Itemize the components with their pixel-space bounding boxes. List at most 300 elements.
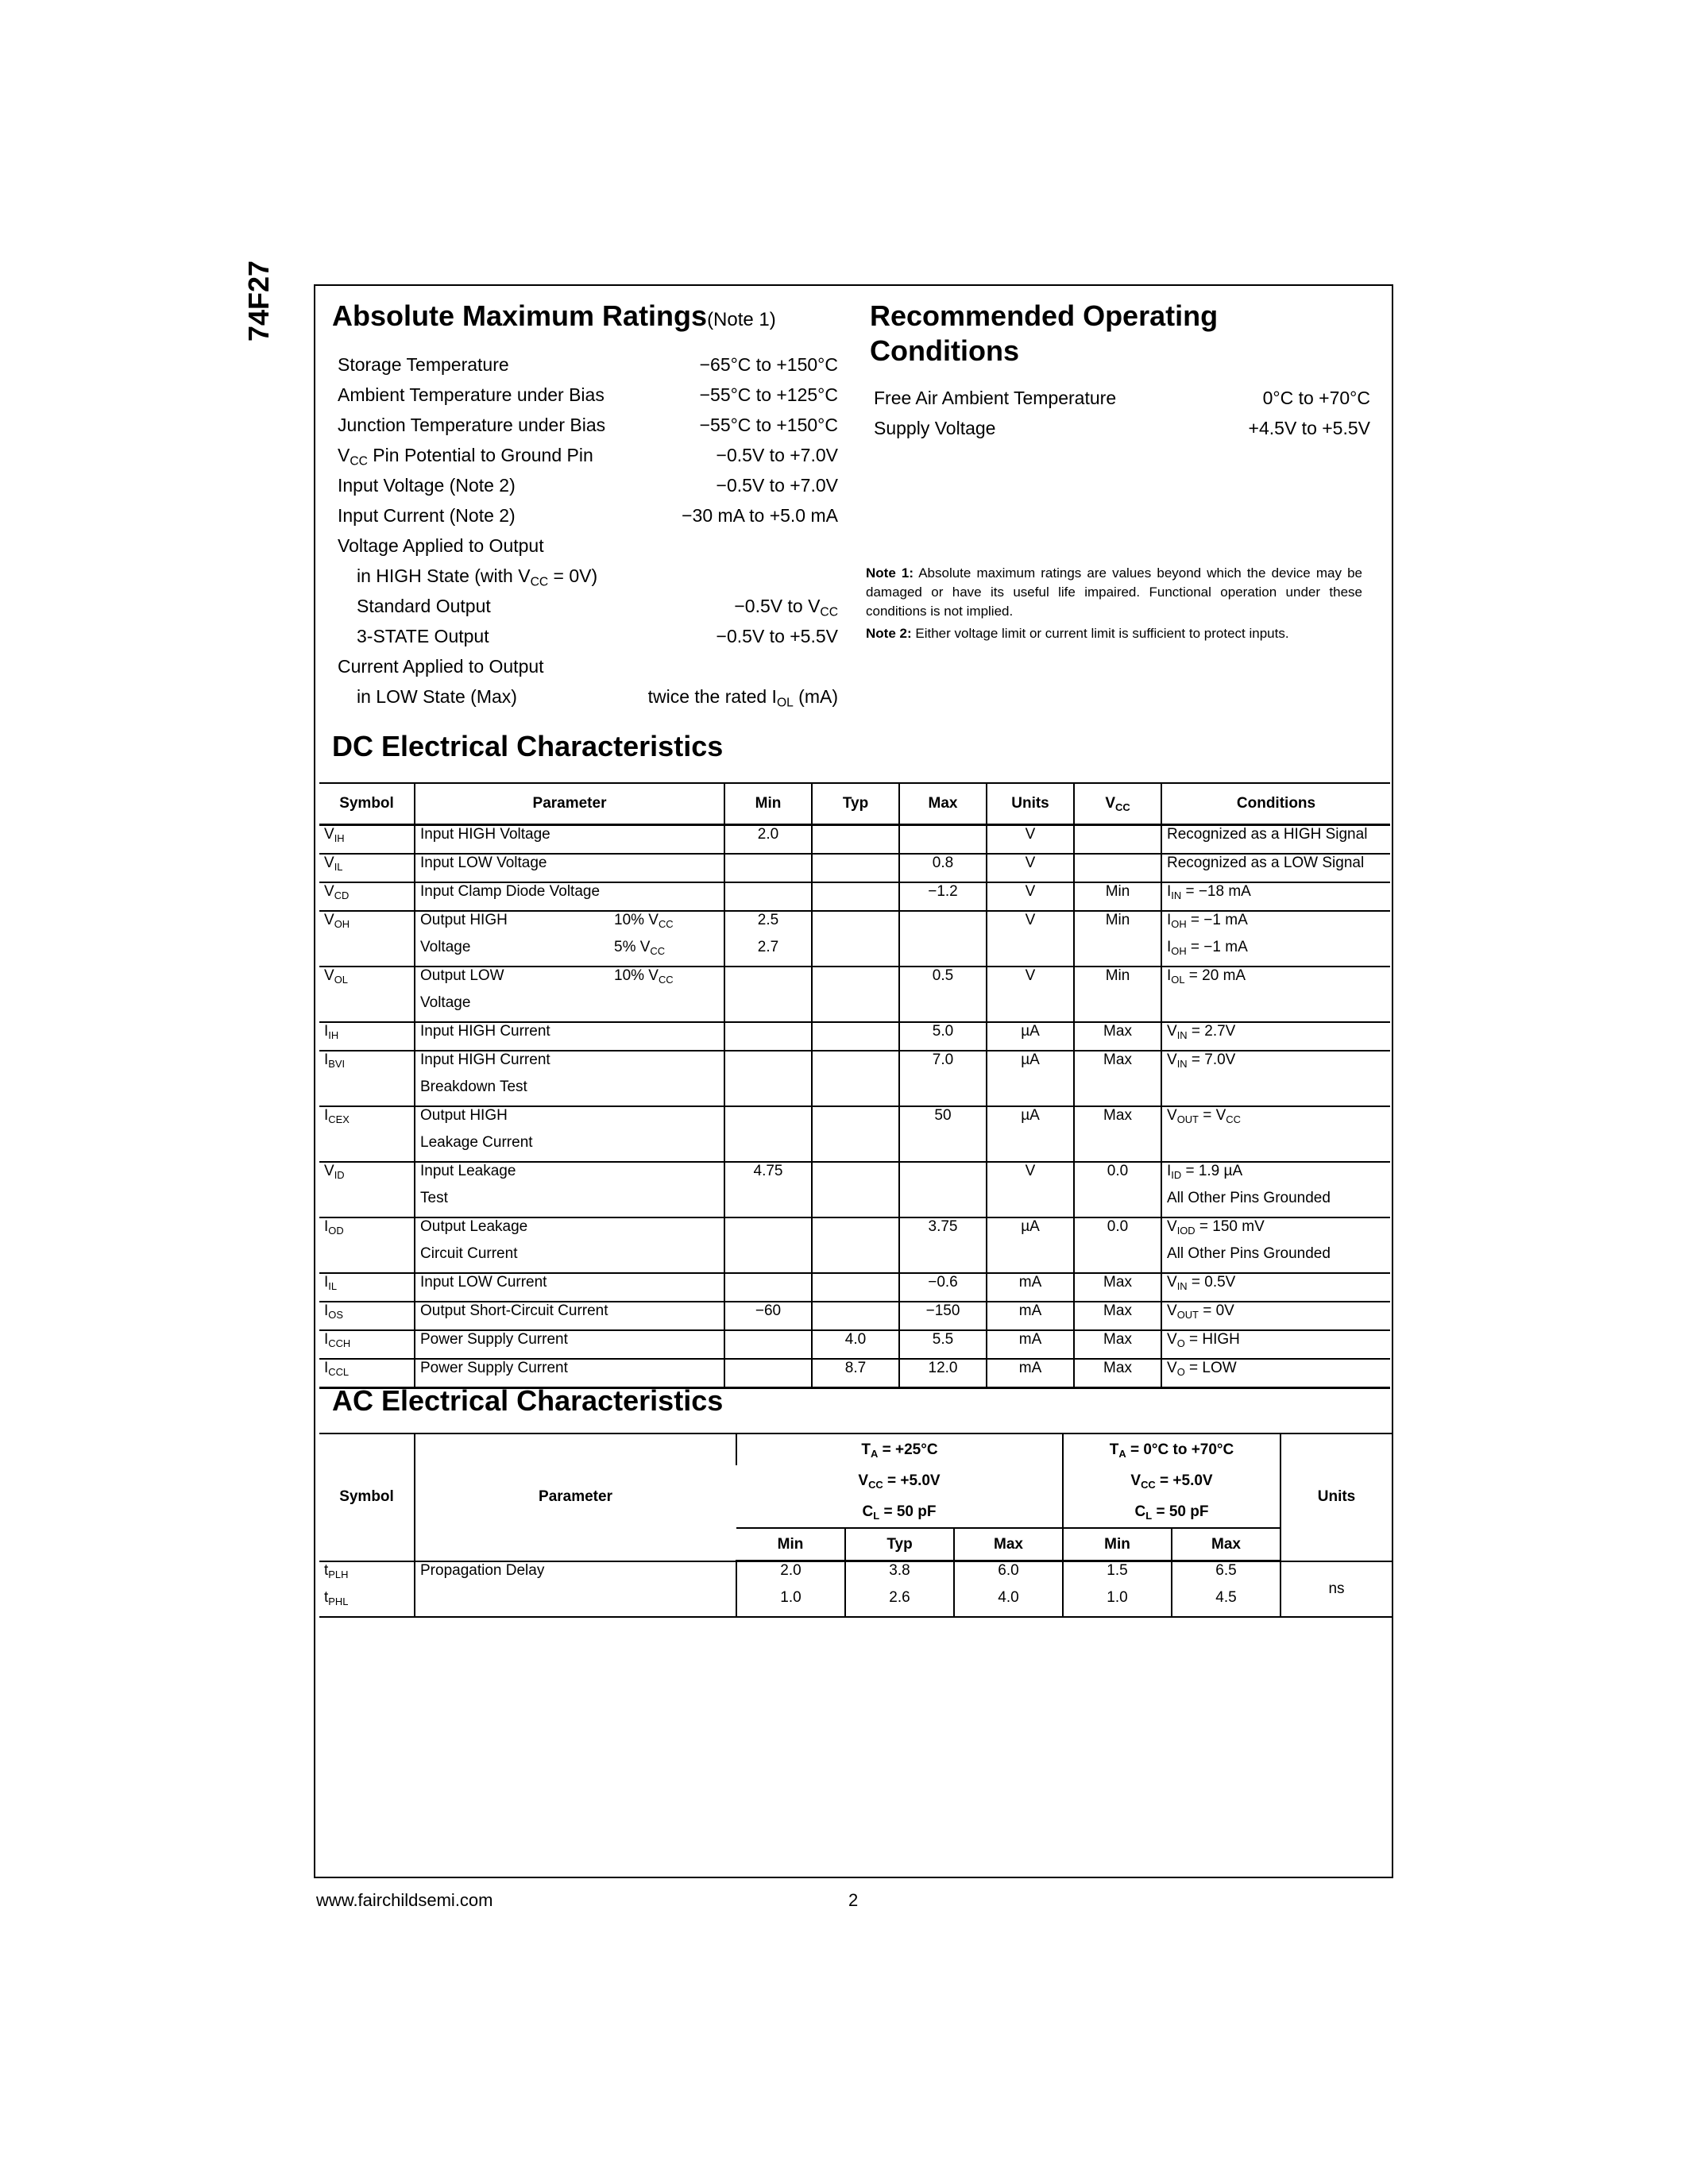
dc-u (987, 939, 1074, 967)
dc-conditions (1161, 1162, 1390, 1190)
ac-group1-vcc (736, 1465, 1063, 1496)
dc-table-row (319, 967, 1390, 994)
dc-parameter-condition-text: 10% V (614, 967, 659, 984)
dc-max: −150 (899, 1302, 987, 1330)
dc-u (987, 1134, 1074, 1162)
dc-parameter-condition-sub: CC (650, 944, 666, 957)
dc-parameter-text: Input LOW Current (420, 1274, 547, 1291)
ac-hdr-text: C (862, 1503, 874, 1520)
dc-parameter (415, 1217, 724, 1245)
dc-header-row (319, 783, 1390, 825)
ac-symbol-sub: PLH (328, 1568, 349, 1580)
dc-vcc: Max (1074, 1051, 1161, 1078)
dc-parameter (415, 994, 724, 1022)
dc-min (724, 1134, 812, 1162)
dc-u: mA (987, 1330, 1074, 1359)
dc-conditions-sub: O (1176, 1365, 1185, 1378)
dc-parameter-text: Output Leakage (420, 1218, 528, 1235)
dc-symbol (319, 825, 415, 855)
rating-label: in LOW State (Max) (357, 685, 517, 707)
dc-symbol-text: V (324, 912, 334, 928)
rating-row (338, 561, 838, 591)
dc-min (724, 1106, 812, 1134)
dc-parameter (415, 939, 724, 967)
dc-vcc: 0.0 (1074, 1162, 1161, 1190)
dc-conditions-text: = V (1198, 1107, 1226, 1124)
footer-page-number: 2 (848, 1890, 859, 1910)
dc-parameter-condition (614, 912, 674, 929)
dc-conditions-text: I (1167, 967, 1172, 984)
ac-col-max: Max (954, 1528, 1063, 1561)
dc-parameter-condition-text: 5% V (614, 939, 651, 955)
dc-min: 2.7 (724, 939, 812, 967)
ac-hdr-text: C (1134, 1503, 1146, 1520)
dc-vcc: Max (1074, 1106, 1161, 1134)
dc-parameter-condition-sub: CC (658, 917, 674, 930)
ac-hdr-sub: CC (1141, 1478, 1156, 1491)
dc-conditions (1161, 1078, 1390, 1106)
ac-hdr-text: V (1130, 1472, 1141, 1489)
ac-value: 2.6 (845, 1589, 954, 1617)
rating-label: Input Current (Note 2) (338, 504, 516, 526)
dc-conditions: Recognized as a HIGH Signal (1161, 825, 1390, 855)
dc-symbol-sub: ID (334, 1168, 345, 1181)
dc-parameter (415, 1162, 724, 1190)
ac-symbol (319, 1561, 415, 1590)
ac-col-max: Max (1172, 1528, 1280, 1561)
dc-symbol (319, 967, 415, 994)
rating-label: 3-STATE Output (357, 625, 489, 646)
rating-value: −55°C to +125°C (699, 384, 838, 405)
dc-typ (812, 911, 899, 939)
dc-vcc (1074, 1078, 1161, 1106)
dc-symbol-sub: OS (328, 1308, 343, 1321)
rating-label: Current Applied to Output (338, 655, 544, 677)
ac-group1-ta (736, 1433, 1063, 1465)
dc-symbol (319, 1190, 415, 1217)
dc-max (899, 1078, 987, 1106)
dc-table-row (319, 1273, 1390, 1302)
dc-parameter-text: Voltage (420, 939, 471, 955)
dc-symbol (319, 1273, 415, 1302)
dc-conditions (1161, 1022, 1390, 1051)
rating-label: Storage Temperature (338, 353, 509, 375)
dc-conditions-sub: OH (1171, 944, 1187, 957)
dc-typ (812, 1022, 899, 1051)
dc-conditions (1161, 1134, 1390, 1162)
rating-value-sub: CC (820, 605, 838, 619)
note-2 (866, 624, 1362, 643)
dc-vcc: Max (1074, 1359, 1161, 1388)
dc-table-row (319, 882, 1390, 911)
dc-parameter (415, 1106, 724, 1134)
dc-parameter (415, 1302, 724, 1330)
dc-typ (812, 1162, 899, 1190)
dc-parameter-text: Leakage Current (420, 1134, 533, 1151)
dc-symbol-sub: CCH (328, 1337, 351, 1349)
dc-conditions (1161, 1302, 1390, 1330)
dc-typ (812, 967, 899, 994)
dc-typ (812, 1273, 899, 1302)
dc-u: mA (987, 1273, 1074, 1302)
dc-parameter-text: Input HIGH Current (420, 1023, 550, 1040)
dc-conditions-text: = LOW (1184, 1360, 1237, 1376)
ac-value: 1.0 (1063, 1589, 1172, 1617)
dc-parameter-condition-sub: CC (658, 973, 674, 986)
dc-vcc: Min (1074, 882, 1161, 911)
dc-conditions-text: I (1167, 883, 1172, 900)
ac-hdr-text: = +5.0V (1155, 1472, 1213, 1489)
dc-table-row (319, 1106, 1390, 1134)
dc-vcc (1074, 939, 1161, 967)
dc-symbol (319, 1051, 415, 1078)
ac-parameter (415, 1589, 736, 1617)
ac-hdr-text: = 50 pF (879, 1503, 937, 1520)
dc-conditions-sub: IOD (1176, 1224, 1196, 1237)
dc-conditions (1161, 1359, 1390, 1388)
dc-parameter-text: Power Supply Current (420, 1331, 568, 1348)
dc-conditions-sub: O (1176, 1337, 1185, 1349)
rating-row (338, 410, 838, 440)
dc-conditions (1161, 994, 1390, 1022)
dc-conditions-text: I (1167, 912, 1172, 928)
side-part-number: 74F27 (242, 260, 275, 341)
dc-parameter-text: Output HIGH (420, 1107, 508, 1124)
dc-conditions-text: V (1167, 1107, 1177, 1124)
rating-label-sub: CC (350, 454, 368, 469)
dc-symbol (319, 1106, 415, 1134)
dc-u: V (987, 825, 1074, 855)
roc-title-line1: Recommended Operating (870, 299, 1219, 332)
dc-max: 7.0 (899, 1051, 987, 1078)
dc-symbol-text: V (324, 1163, 334, 1179)
rating-row (338, 470, 838, 500)
dc-table-row (319, 1078, 1390, 1106)
ac-col-typ: Typ (845, 1528, 954, 1561)
abs-max-title (332, 299, 776, 338)
dc-col-max: Max (899, 783, 987, 825)
dc-vcc: Max (1074, 1273, 1161, 1302)
dc-conditions-sub: OUT (1176, 1113, 1199, 1125)
dc-symbol-text: V (324, 883, 334, 900)
rating-label-part: Pin Potential to Ground Pin (367, 444, 593, 465)
rating-value: −0.5V to +7.0V (716, 444, 838, 465)
ac-col-units: Units (1280, 1433, 1392, 1561)
dc-conditions-text: I (1167, 939, 1172, 955)
rating-row (338, 531, 838, 561)
ac-group2-ta (1063, 1433, 1280, 1465)
dc-conditions-text: V (1167, 1331, 1177, 1348)
dc-vcc: Min (1074, 967, 1161, 994)
dc-max: 3.75 (899, 1217, 987, 1245)
ac-value: 2.0 (736, 1561, 845, 1590)
dc-symbol-sub: IH (334, 832, 345, 844)
dc-typ (812, 1245, 899, 1273)
dc-min: −60 (724, 1302, 812, 1330)
dc-conditions-text: V (1167, 1302, 1177, 1319)
dc-symbol-sub: OH (334, 917, 350, 930)
abs-max-title-text: Absolute Maximum Ratings (332, 299, 708, 332)
dc-col-vcc-text: V (1105, 795, 1116, 812)
dc-col-vcc-sub: CC (1115, 801, 1130, 813)
dc-typ (812, 854, 899, 882)
dc-u: V (987, 854, 1074, 882)
dc-typ (812, 994, 899, 1022)
dc-table-row (319, 994, 1390, 1022)
rating-row (338, 380, 838, 410)
dc-max (899, 939, 987, 967)
dc-parameter-text: Voltage (420, 994, 471, 1011)
dc-symbol-sub: IL (334, 860, 343, 873)
dc-conditions-text: = −1 mA (1186, 912, 1248, 928)
dc-min (724, 1190, 812, 1217)
dc-u: mA (987, 1359, 1074, 1388)
dc-u: µA (987, 1022, 1074, 1051)
rating-row (338, 651, 838, 681)
dc-parameter (415, 1134, 724, 1162)
dc-conditions-sub: CC (1226, 1113, 1241, 1125)
ac-symbol-text: t (324, 1561, 329, 1579)
note-2-label: Note 2: (866, 626, 912, 641)
dc-min (724, 882, 812, 911)
rating-row (338, 500, 838, 531)
dc-min: 4.75 (724, 1162, 812, 1190)
dc-conditions-text: = 7.0V (1187, 1051, 1236, 1068)
dc-conditions-sub: IN (1176, 1028, 1188, 1041)
dc-parameter (415, 967, 724, 994)
dc-max: 0.8 (899, 854, 987, 882)
rating-label: Ambient Temperature under Bias (338, 384, 605, 405)
dc-symbol-sub: OL (334, 973, 348, 986)
abs-max-note-ref: (Note 1) (707, 309, 776, 330)
roc-value: 0°C to +70°C (1262, 387, 1370, 408)
ac-hdr-text: = 50 pF (1152, 1503, 1209, 1520)
dc-vcc: 0.0 (1074, 1217, 1161, 1245)
dc-max: 12.0 (899, 1359, 987, 1388)
dc-typ (812, 1106, 899, 1134)
rating-label: Junction Temperature under Bias (338, 414, 606, 435)
dc-conditions-text: = HIGH (1184, 1331, 1240, 1348)
rating-row (338, 681, 838, 712)
dc-conditions-sub: IN (1171, 889, 1182, 901)
ac-table-row (319, 1589, 1392, 1617)
dc-min (724, 994, 812, 1022)
dc-max (899, 911, 987, 939)
roc-row (874, 413, 1370, 443)
dc-symbol-text: I (324, 1274, 329, 1291)
roc-label: Free Air Ambient Temperature (874, 387, 1117, 408)
rating-value: −30 mA to +5.0 mA (682, 504, 838, 526)
dc-table-row (319, 854, 1390, 882)
dc-conditions-sub: ID (1171, 1168, 1182, 1181)
dc-table-row (319, 939, 1390, 967)
ac-hdr-sub: A (1118, 1447, 1126, 1460)
rating-label-part: V (338, 444, 350, 465)
dc-parameter-condition (614, 939, 665, 956)
dc-parameter-text: Output Short-Circuit Current (420, 1302, 608, 1319)
dc-typ (812, 1217, 899, 1245)
dc-parameter-text: Test (420, 1190, 448, 1206)
ac-header-row (319, 1433, 1392, 1465)
rating-value-part: twice the rated I (647, 685, 777, 707)
dc-symbol (319, 1330, 415, 1359)
ac-value: 6.5 (1172, 1561, 1280, 1590)
dc-conditions-text: V (1167, 1051, 1177, 1068)
ac-value: 6.0 (954, 1561, 1063, 1590)
dc-conditions-text: = −1 mA (1186, 939, 1248, 955)
dc-conditions (1161, 1051, 1390, 1078)
dc-parameter-text: Input HIGH Voltage (420, 826, 550, 843)
dc-parameter-condition-text: 10% V (614, 912, 659, 928)
dc-parameter (415, 1273, 724, 1302)
dc-u (987, 994, 1074, 1022)
ac-hdr-text: T (861, 1441, 871, 1458)
dc-min (724, 1078, 812, 1106)
dc-vcc: Min (1074, 911, 1161, 939)
dc-typ (812, 1078, 899, 1106)
dc-symbol (319, 939, 415, 967)
rating-label: Voltage Applied to Output (338, 534, 544, 556)
dc-table (319, 782, 1390, 1389)
dc-parameter-text: Output LOW (420, 967, 504, 984)
dc-vcc: Max (1074, 1302, 1161, 1330)
dc-symbol-text: V (324, 826, 334, 843)
abs-max-ratings-list (338, 349, 838, 712)
dc-u: µA (987, 1051, 1074, 1078)
dc-parameter-text: Circuit Current (420, 1245, 518, 1262)
rating-value-part: (mA) (793, 685, 838, 707)
dc-parameter (415, 1078, 724, 1106)
dc-typ (812, 825, 899, 855)
roc-value: +4.5V to +5.5V (1248, 417, 1370, 438)
dc-conditions-text: = 150 mV (1195, 1218, 1265, 1235)
dc-table-row (319, 1302, 1390, 1330)
dc-vcc: Max (1074, 1022, 1161, 1051)
dc-col-parameter: Parameter (415, 783, 724, 825)
dc-conditions (1161, 1330, 1390, 1359)
dc-conditions-text: V (1167, 1218, 1177, 1235)
dc-max (899, 1162, 987, 1190)
dc-symbol (319, 1302, 415, 1330)
dc-min: 2.5 (724, 911, 812, 939)
ac-hdr-sub: L (1145, 1509, 1153, 1522)
dc-parameter (415, 911, 724, 939)
dc-vcc (1074, 1134, 1161, 1162)
dc-typ (812, 939, 899, 967)
dc-symbol-text: I (324, 1218, 329, 1235)
dc-table-row (319, 1245, 1390, 1273)
dc-symbol-sub: CD (334, 889, 350, 901)
roc-title (870, 299, 1218, 369)
dc-parameter (415, 1330, 724, 1359)
dc-table-row (319, 1022, 1390, 1051)
footer-url: www.fairchildsemi.com (316, 1890, 493, 1910)
note-1-text: Absolute maximum ratings are values beyond which the device may be damaged or have its useful life impaired. Functional operation under these conditions is not implied. (866, 565, 1362, 619)
ac-units: ns (1280, 1561, 1392, 1618)
ac-value: 4.5 (1172, 1589, 1280, 1617)
rating-row (338, 440, 838, 470)
dc-max: 50 (899, 1106, 987, 1134)
dc-conditions-text: = 20 mA (1184, 967, 1246, 984)
dc-symbol-text: I (324, 1107, 329, 1124)
dc-symbol (319, 854, 415, 882)
rating-value: −0.5V to +5.5V (716, 625, 838, 646)
dc-conditions-sub: OH (1171, 917, 1187, 930)
dc-typ (812, 882, 899, 911)
dc-max: −0.6 (899, 1273, 987, 1302)
ac-hdr-sub: L (873, 1509, 880, 1522)
rating-label-sub: CC (530, 575, 549, 589)
ac-table-row (319, 1561, 1392, 1590)
ac-hdr-text: T (1109, 1441, 1119, 1458)
dc-col-typ: Typ (812, 783, 899, 825)
dc-symbol (319, 994, 415, 1022)
dc-min (724, 1022, 812, 1051)
dc-symbol-text: I (324, 1331, 329, 1348)
dc-min (724, 1245, 812, 1273)
dc-parameter-text: Breakdown Test (420, 1078, 527, 1095)
dc-vcc (1074, 854, 1161, 882)
note-1 (866, 564, 1362, 621)
dc-table-row (319, 1051, 1390, 1078)
note-1-label: Note 1: (866, 565, 914, 581)
rating-label: Standard Output (357, 595, 491, 616)
dc-conditions-text: V (1167, 1023, 1177, 1040)
dc-u: µA (987, 1217, 1074, 1245)
roc-title-line2: Conditions (870, 334, 1019, 367)
dc-min (724, 854, 812, 882)
ac-group2-vcc (1063, 1465, 1280, 1496)
dc-parameter-text: Input HIGH Current (420, 1051, 550, 1068)
dc-parameter (415, 825, 724, 855)
ac-symbol-sub: PHL (328, 1595, 349, 1607)
dc-conditions-sub: OUT (1176, 1308, 1199, 1321)
dc-conditions (1161, 1106, 1390, 1134)
dc-symbol-sub: CCL (328, 1365, 350, 1378)
dc-symbol (319, 882, 415, 911)
rating-row (338, 621, 838, 651)
dc-min (724, 967, 812, 994)
dc-conditions (1161, 967, 1390, 994)
dc-symbol-text: I (324, 1023, 329, 1040)
dc-col-min: Min (724, 783, 812, 825)
dc-typ (812, 1051, 899, 1078)
dc-conditions: All Other Pins Grounded (1161, 1190, 1390, 1217)
dc-conditions: All Other Pins Grounded (1161, 1245, 1390, 1273)
dc-max: 5.0 (899, 1022, 987, 1051)
dc-parameter-text: Input Leakage (420, 1163, 516, 1179)
dc-conditions (1161, 939, 1390, 967)
dc-symbol (319, 1245, 415, 1273)
dc-max (899, 1134, 987, 1162)
dc-vcc (1074, 825, 1161, 855)
dc-conditions-text: = 2.7V (1187, 1023, 1236, 1040)
dc-u: µA (987, 1106, 1074, 1134)
dc-symbol (319, 1134, 415, 1162)
dc-typ (812, 1302, 899, 1330)
dc-min (724, 1330, 812, 1359)
rating-label: Input Voltage (Note 2) (338, 474, 516, 496)
dc-symbol-text: V (324, 967, 334, 984)
dc-typ: 4.0 (812, 1330, 899, 1359)
ac-value: 1.0 (736, 1589, 845, 1617)
dc-conditions-text: V (1167, 1360, 1177, 1376)
dc-u: V (987, 967, 1074, 994)
dc-symbol (319, 1078, 415, 1106)
ac-parameter: Propagation Delay (415, 1561, 736, 1590)
dc-conditions: Recognized as a LOW Signal (1161, 854, 1390, 882)
dc-conditions-sub: IN (1176, 1279, 1188, 1292)
